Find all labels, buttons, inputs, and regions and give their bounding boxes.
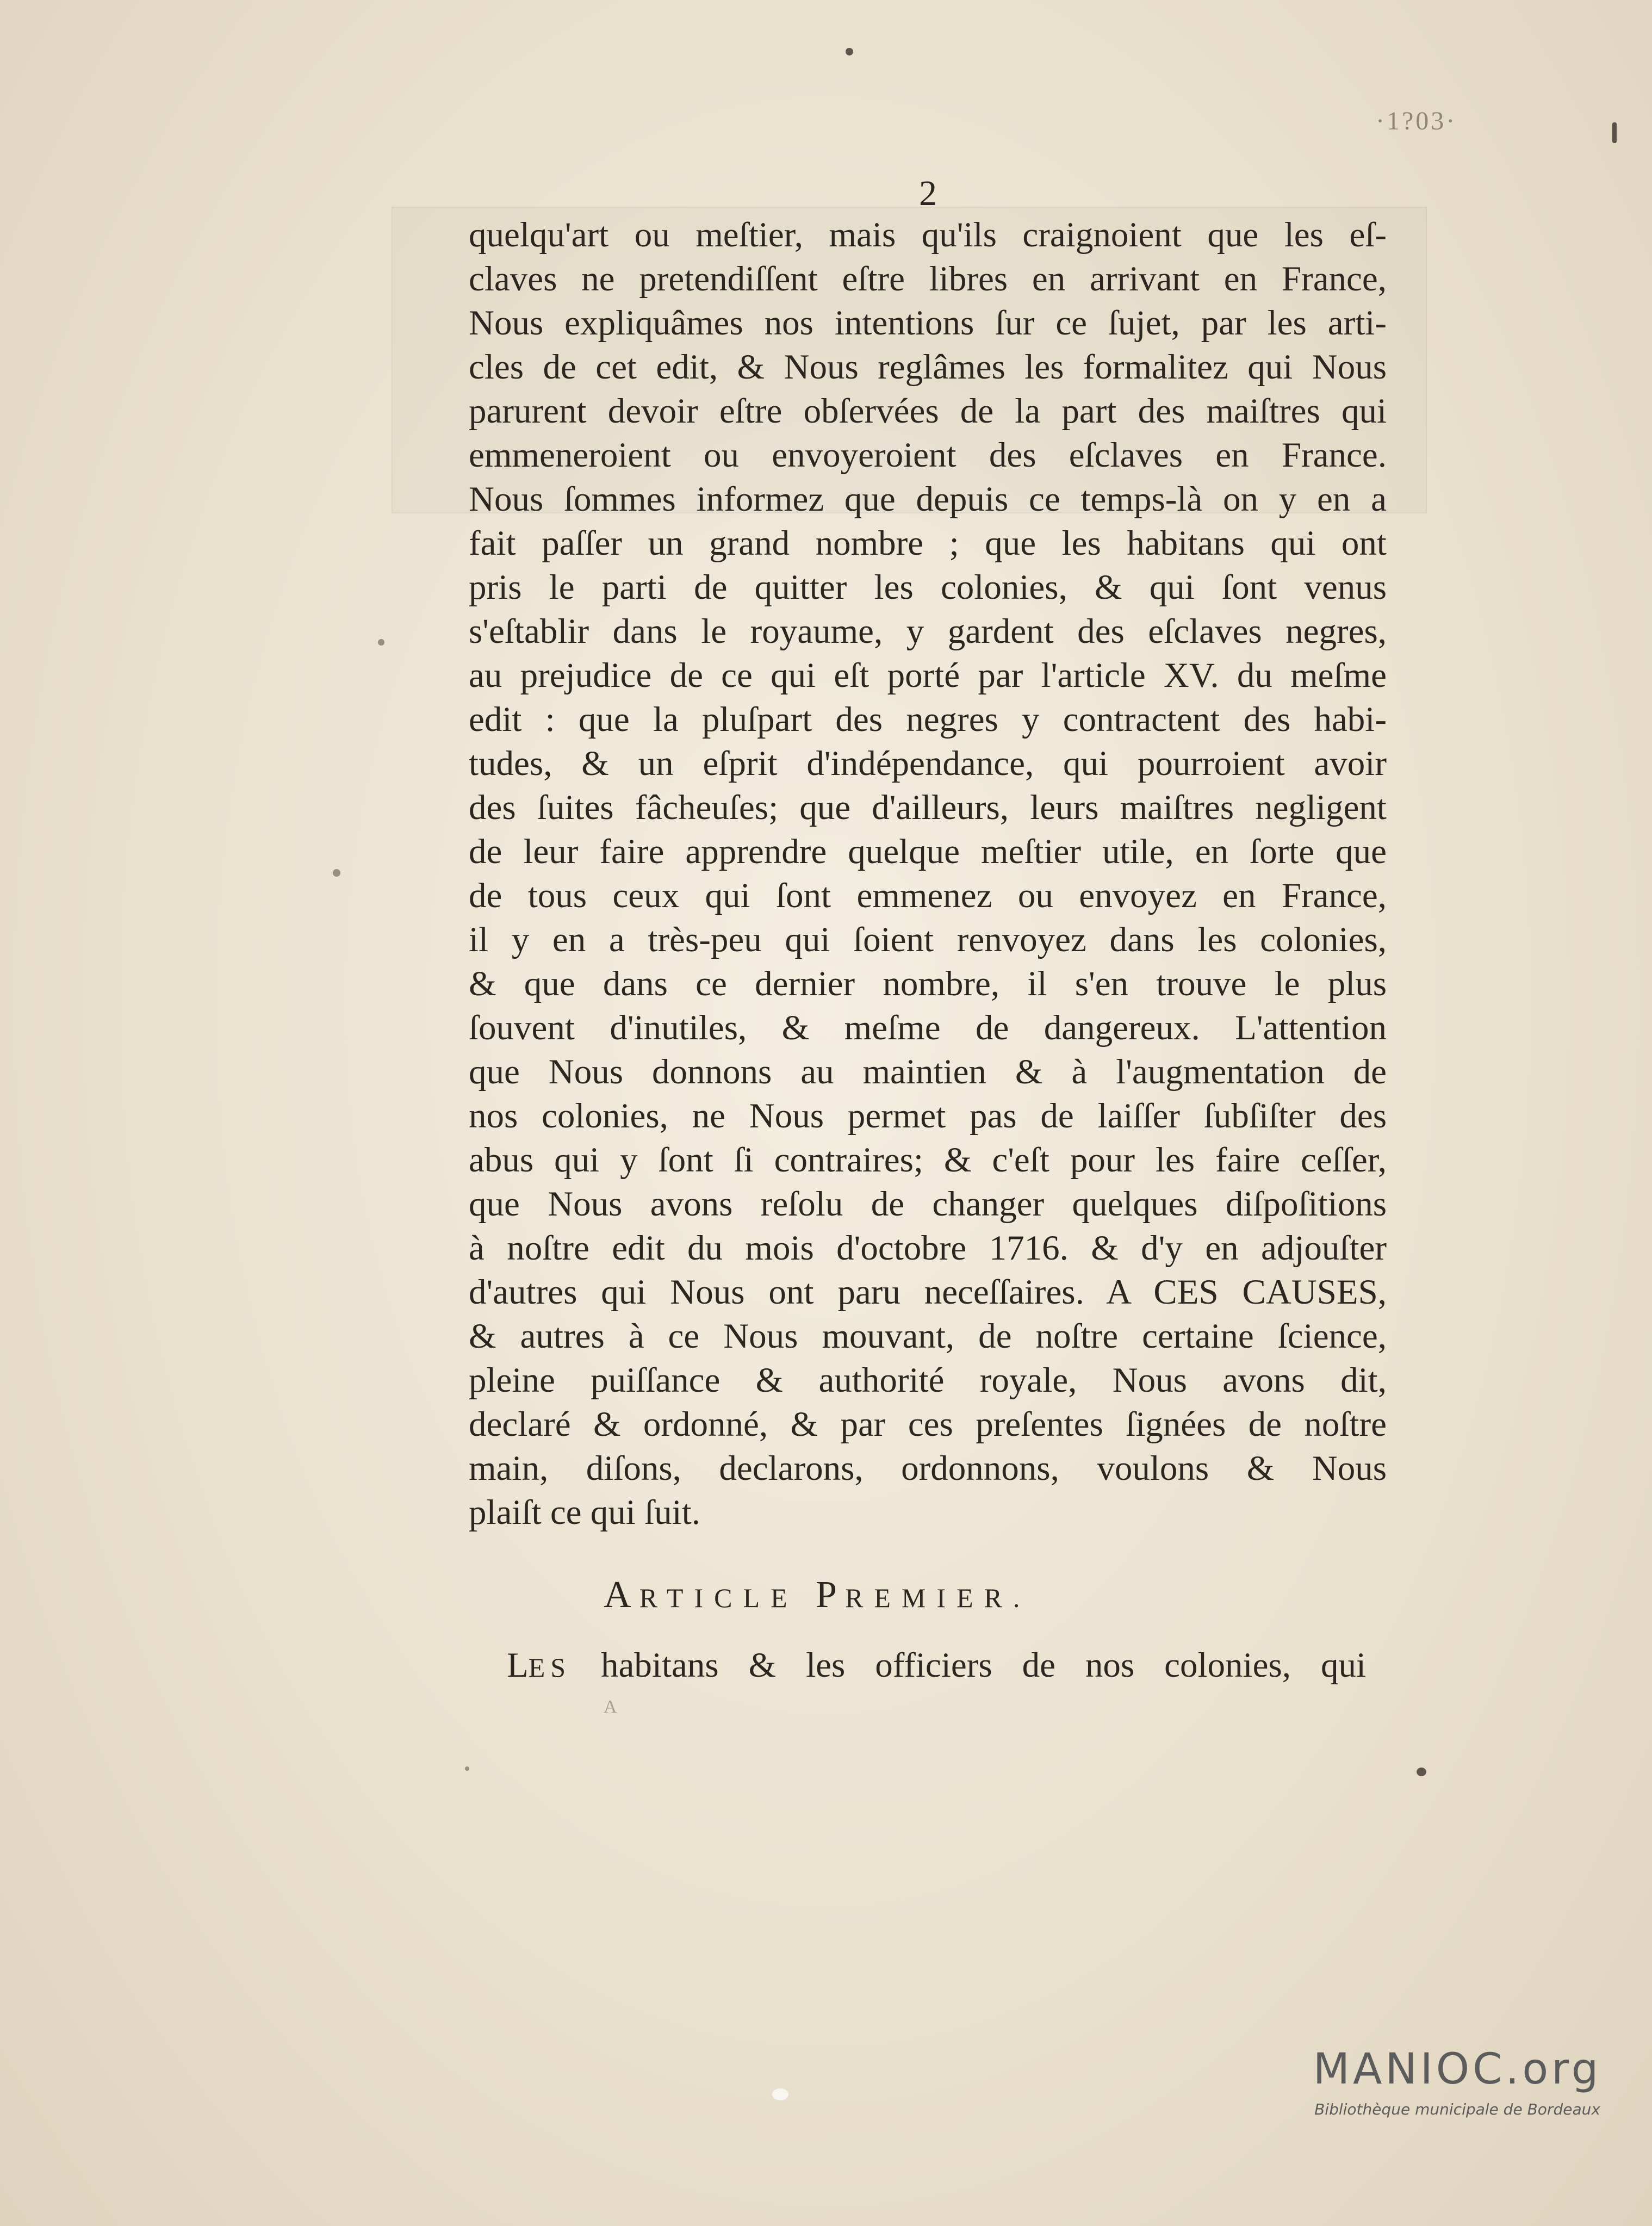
text-line: fait paſſer un grand nombre ; que les habitans qui ont: [469, 524, 1387, 563]
first-line-text: habitans & les officiers de nos colonies, qui: [601, 1646, 1366, 1685]
paper-speck: [333, 869, 340, 877]
page-number: 2: [919, 173, 937, 213]
text-line: emmeneroient ou envoyeroient des eſclaves en France.: [469, 436, 1387, 475]
text-line: abus qui y ſont ſi contraires; & c'eſt pour les faire ceſſer,: [469, 1140, 1387, 1180]
text-line: il y en a très-peu qui ſoient renvoyez dans les colonies,: [469, 920, 1387, 959]
text-line: de leur faire apprendre quelque meſtier utile, en ſorte que: [469, 832, 1387, 871]
text-line: nos colonies, ne Nous permet pas de laiſſer ſubſiſter des: [469, 1096, 1387, 1136]
text-line: tudes, & un eſprit d'indépendance, qui pourroient avoir: [469, 744, 1387, 783]
text-line: pris le parti de quitter les colonies, & qui ſont venus: [469, 568, 1387, 607]
logo-subtitle: Bibliothèque municipale de Bordeaux: [1314, 2100, 1600, 2118]
heading-initial: A: [604, 1574, 639, 1616]
text-line: quelqu'art ou meſtier, mais qu'ils craignoient que les eſ-: [469, 215, 1387, 255]
body-text: [469, 213, 1387, 1535]
paper-speck: [846, 48, 853, 55]
text-line: cles de cet edit, & Nous reglâmes les formalitez qui Nous: [469, 348, 1387, 387]
heading-word: REMIER.: [844, 1583, 1031, 1613]
small-caps-word: ES: [528, 1652, 572, 1683]
paper-speck: [772, 2088, 788, 2100]
corner-annotation: ·1?03·: [1376, 107, 1457, 135]
text-line: Nous expliquâmes nos intentions ſur ce ſujet, par les arti-: [469, 303, 1387, 343]
text-line: parurent devoir eſtre obſervées de la part des maiſtres qui: [469, 392, 1387, 431]
heading-word: RTICLE: [639, 1583, 798, 1613]
text-line: edit : que la pluſpart des negres y contractent des habi-: [469, 700, 1387, 739]
heading-initial: P: [816, 1574, 845, 1616]
article-heading: [604, 1573, 1030, 1617]
text-line: main, diſons, declarons, ordonnons, voulons & Nous: [469, 1449, 1387, 1488]
text-line: des ſuites fâcheuſes; que d'ailleurs, leurs maiſtres negligent: [469, 788, 1387, 827]
paper-speck: [378, 639, 384, 646]
text-line: au prejudice de ce qui eſt porté par l'article XV. du meſme: [469, 656, 1387, 695]
text-line: declaré & ordonné, & par ces preſentes ſignées de noſtre: [469, 1405, 1387, 1444]
text-line: plaiſt ce qui ſuit.: [469, 1493, 701, 1532]
text-line: & que dans ce dernier nombre, il s'en trouve le plus: [469, 964, 1387, 1003]
edge-mark: [1612, 122, 1617, 143]
text-line: de tous ceux qui ſont emmenez ou envoyez en France,: [469, 876, 1387, 915]
manioc-logo: [1294, 2045, 1620, 2118]
logo-name: MANIOC.org: [1313, 2045, 1602, 2094]
catchword: A: [604, 1697, 617, 1717]
paper-speck: [465, 1766, 469, 1771]
initial-letter: L: [507, 1646, 529, 1685]
text-line: s'eſtablir dans le royaume, y gardent des eſclaves negres,: [469, 612, 1387, 651]
text-line: ſouvent d'inutiles, & meſme de dangereux. L'attention: [469, 1008, 1387, 1047]
text-line: claves ne pretendiſſent eſtre libres en arrivant en France,: [469, 259, 1387, 299]
text-line: que Nous donnons au maintien & à l'augmentation de: [469, 1052, 1387, 1092]
text-line: pleine puiſſance & authorité royale, Nous avons dit,: [469, 1361, 1387, 1400]
text-line: & autres à ce Nous mouvant, de noſtre certaine ſcience,: [469, 1317, 1387, 1356]
text-line: Nous ſommes informez que depuis ce temps-là on y en a: [469, 480, 1387, 519]
text-line: à noſtre edit du mois d'octobre 1716. & d'y en adjouſter: [469, 1229, 1387, 1268]
text-line: d'autres qui Nous ont paru neceſſaires. A CES CAUSES,: [469, 1273, 1387, 1312]
article-first-line: [507, 1645, 1366, 1686]
paper-speck: [1417, 1768, 1426, 1776]
text-line: que Nous avons reſolu de changer quelques diſpoſitions: [469, 1185, 1387, 1224]
